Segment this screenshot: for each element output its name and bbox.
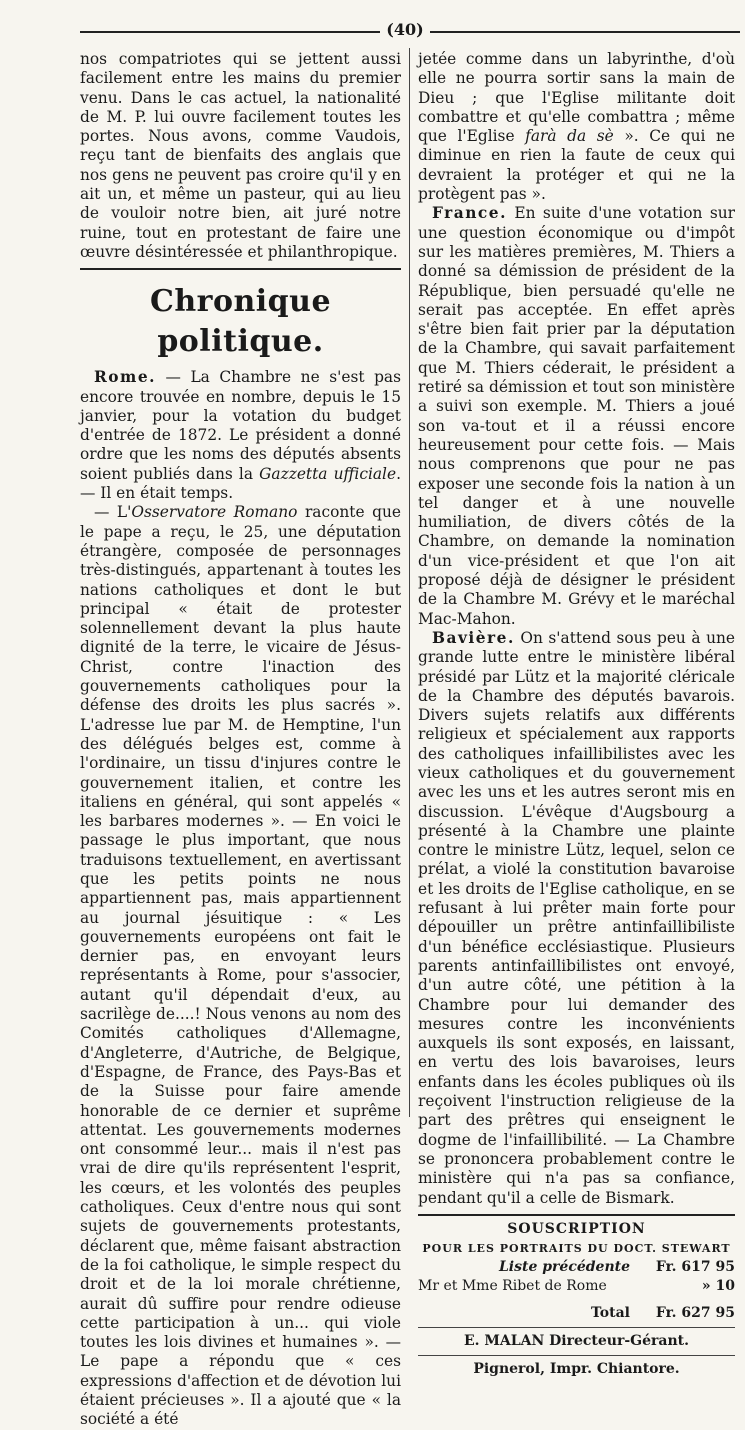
page-header xyxy=(80,20,740,44)
paragraph-continuation: jetée comme dans un labyrinthe, d'où elle ne pourra sortir sans la main de Dieu ; que l'Eglise militante doit combattre et qu'elle combattra ; même que l'Eglise farà da sè ». Ce qui ne diminue en rien la faute de ceux qui devraient la protéger et qui ne la protègent pas ». xyxy=(418,50,736,204)
subscription-subtitle: POUR LES PORTRAITS DU DOCT. STEWART xyxy=(422,1241,731,1255)
paragraph-baviere: Bavière. On s'attend sous peu à une grande lutte entre le ministère libéral présidé par Lütz et la majorité cléricale de la Chambre des députés bavarois. Divers sujets relatifs aux différents religieux et spécialement aux rapports des catholiques infaillibilistes avec les vieux catholiques et du gouvernement avec les uns et les autres seront mis en discussion. L'évêque d'Augsbourg a présenté à la Chambre une plainte contre le ministre Lütz, lequel, selon ce prélat, a violé la constitution bavaroise et les droits de l'Eglise catholique, en se refusant à lui prêter main forte pour dépouiller un prêtre antinfaillibiliste d'un bénéfice ecclésiastique. Plusieurs parents antinfaillibilistes ont envoyé, d'un autre côté, une pétition à la Chambre pour lui demander des mesures contre les inconvénients auxquels ils sont exposés, en laissant, en vertu des lois bavaroises, leurs enfants dans les écoles publiques où ils reçoivent l'instruction religieuse de la part des prêtres qui enseignent le dogme de l'infaillibilité. — La Chambre se prononcera probablement contre le ministère qui n'a pas sa confiance, pendant qu'il a celle de Bismark. xyxy=(418,628,735,1207)
paragraph: nos compatriotes qui se jettent aussi facilement entre les mains du premier venu. Dans le cas actuel, la nationalité de M. P. lui ouvre facilement toutes les portes. Nous avons, comme Vaudois, reçu tant de bienfaits des anglais que nos gens ne peuvent pas croire qu'il y en ait un, et même un pasteur, qui au lieu de vouloir notre bien, ait juré notre ruine, tout en protestant de faire une œuvre désintéressée et philanthropique. xyxy=(80,50,401,261)
left-column xyxy=(80,50,401,1429)
subscription-row-total: Total Fr. 627 95 xyxy=(590,1304,735,1321)
right-column xyxy=(418,50,736,1377)
subscription-title: SOUSCRIPTION xyxy=(507,1220,646,1237)
page-number: (40) xyxy=(386,20,424,39)
paragraph-rome: Rome. — La Chambre ne s'est pas encore trouvée en nombre, depuis le 15 janvier, pour la votation du budget d'entrée de 1872. Le président a donné ordre que les noms des députés absents soient publiés dans la Gazzetta ufficiale. — Il en était temps. xyxy=(80,368,401,503)
editor-line: E. MALAN Directeur-Gérant. xyxy=(464,1332,689,1349)
header-rule-right xyxy=(430,31,740,33)
header-rule-left xyxy=(80,31,380,33)
rule xyxy=(418,1327,735,1328)
subscription-box xyxy=(418,1214,735,1379)
paragraph-france: France. En suite d'une votation sur une question économique ou d'impôt sur les matières premières, M. Thiers a donné sa démission de président de la République, bien persuadé qu'elle ne serait pas acceptée. En effet après s'être bien fait prier par la députation de la Chambre, qui savait parfaitement que M. Thiers céderait, le président a retiré sa démission et tout son ministère a suivi son exemple. M. Thiers a joué son va-tout et il a réussi encore heureusement pour cette fois. — Mais nous comprenons que pour ne pas exposer une seconde fois la nation à un tel danger et à une nouvelle humiliation, de divers côtés de la Chambre, on demande la nomination d'un vice-président et que l'on ait proposé déjà de désigner le président de la Chambre M. Grévy et le maréchal Mac-Mahon. xyxy=(418,204,735,628)
printer-line: Pignerol, Impr. Chiantore. xyxy=(473,1360,680,1377)
country-heading-france: France. xyxy=(432,204,507,223)
subscription-row-previous: Liste précédente Fr. 617 95 xyxy=(498,1258,735,1275)
subscription-row-entry: Mr et Mme Ribet de Rome » 10 xyxy=(418,1277,735,1294)
paragraph-osservatore: — L'Osservatore Romano raconte que le pape a reçu, le 25, une députation étrangère, composée de personnages très-distingués, appartenant à toutes les nations catholiques et dont le but principal « était de protester solennellement devant la plus haute dignité de la terre, le vicaire de Jésus-Christ, contre l'inaction des gouvernements catholiques pour la défense des droits les plus sacrés ». L'adresse lue par M. de Hemptine, l'un des délégués belges est, comme à l'ordinaire, un tissu d'injures contre le gouvernement italien, et contre les italiens en général, qui sont appelés « les barbares modernes ». — En voici le passage le plus important, que nous traduisons textuellement, en avertissant que les petits points ne nous appartiennent pas, mais appartiennent au journal jésuitique : « Les gouvernements européens ont fait le dernier pas, en envoyant leurs représentants à Rome, pour s'associer, autant qu'il dépendait d'eux, au sacrilège de....! Nous venons au nom des Comités catholiques d'Allemagne, d'Angleterre, d'Autriche, de Belgique, d'Espagne, de France, des Pays-Bas et de la Suisse pour faire amende honorable de ce dernier et suprême attentat. Les gouvernements modernes ont consommé leur... mais il n'est pas vrai de dire qu'ils représentent l'esprit, les cœurs, et les volontés des peuples catholiques. Ceux d'entre nous qui sont sujets de gouvernements protestants, déclarent que, même faisant abstraction de la foi catholique, le simple respect du droit et de la loi morale chrétienne, aurait dû suffire pour rendre odieuse cette participation à un... qui viole toutes les lois divines et humaines ». — Le pape a répondu que « ces expressions d'affection et de dévotion lui étaient précieuses ». Il a ajouté que « la société a été xyxy=(80,503,401,1429)
rule xyxy=(418,1355,735,1356)
column-divider xyxy=(409,48,410,1117)
country-heading-rome: Rome. xyxy=(94,368,156,387)
section-title: Chronique politique. xyxy=(149,284,332,360)
country-heading-baviere: Bavière. xyxy=(432,628,515,647)
section-separator xyxy=(80,268,401,270)
